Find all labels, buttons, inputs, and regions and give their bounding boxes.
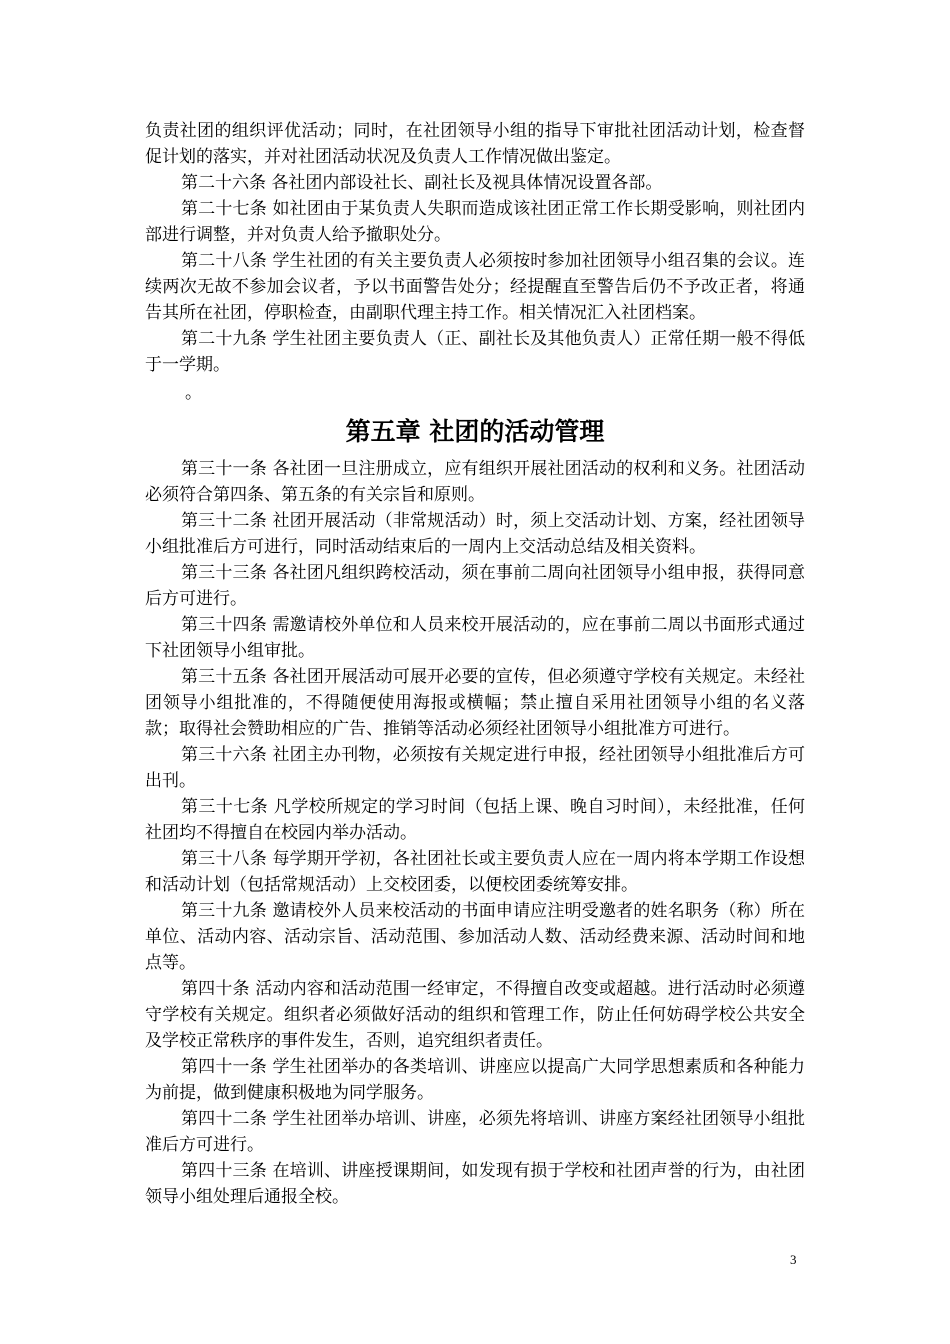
article-32: 第三十二条 社团开展活动（非常规活动）时，须上交活动计划、方案，经社团领导小组批准后方可进行，同时活动结束后的一周内上交活动总结及相关资料。 <box>145 511 805 557</box>
article-35: 第三十五条 各社团开展活动可展开必要的宣传，但必须遵守学校有关规定。未经社团领导小组批准的，不得随便使用海报或横幅；禁止擅自采用社团领导小组的名义落款；取得社会赞助相应的广告、推销等活动必须经社团领导小组批准方可进行。 <box>145 667 805 739</box>
article-33: 第三十三条 各社团凡组织跨校活动，须在事前二周向社团领导小组申报，获得同意后方可进行。 <box>145 563 805 609</box>
article-38: 第三十八条 每学期开学初，各社团社长或主要负责人应在一周内将本学期工作设想和活动计划（包括常规活动）上交校团委，以便校团委统筹安排。 <box>145 849 805 895</box>
article-29: 第二十九条 学生社团主要负责人（正、副社长及其他负责人）正常任期一般不得低于一学期。 <box>145 329 805 375</box>
article-42: 第四十二条 学生社团举办培训、讲座，必须先将培训、讲座方案经社团领导小组批准后方可进行。 <box>145 1109 805 1155</box>
article-41: 第四十一条 学生社团举办的各类培训、讲座应以提高广大同学思想素质和各种能力为前提，做到健康积极地为同学服务。 <box>145 1057 805 1103</box>
article-28: 第二十八条 学生社团的有关主要负责人必须按时参加社团领导小组召集的会议。连续两次无故不参加会议者，予以书面警告处分；经提醒直至警告后仍不予改正者，将通告其所在社团，停职检查，由副职代理主持工作。相关情况汇入社团档案。 <box>145 251 805 323</box>
page-body <box>145 118 805 1210</box>
article-31: 第三十一条 各社团一旦注册成立，应有组织开展社团活动的权利和义务。社团活动必须符合第四条、第五条的有关宗旨和原则。 <box>145 459 805 505</box>
article-40: 第四十条 活动内容和活动范围一经审定，不得擅自改变或超越。进行活动时必须遵守学校有关规定。组织者必须做好活动的组织和管理工作，防止任何妨碍学校公共安全及学校正常秩序的事件发生，否则，追究组织者责任。 <box>145 979 805 1051</box>
article-26: 第二十六条 各社团内部设社长、副社长及视具体情况设置各部。 <box>181 173 663 193</box>
article-36: 第三十六条 社团主办刊物，必须按有关规定进行申报，经社团领导小组批准后方可出刊。 <box>145 745 805 791</box>
article-43: 第四十三条 在培训、讲座授课期间，如发现有损于学校和社团声誉的行为，由社团领导小组处理后通报全校。 <box>145 1161 805 1207</box>
article-39: 第三十九条 邀请校外人员来校活动的书面申请应注明受邀者的姓名职务（称）所在单位、活动内容、活动宗旨、活动范围、参加活动人数、活动经费来源、活动时间和地点等。 <box>145 901 805 973</box>
article-37: 第三十七条 凡学校所规定的学习时间（包括上课、晚自习时间），未经批准，任何社团均不得擅自在校园内举办活动。 <box>145 797 805 843</box>
article-27: 第二十七条 如社团由于某负责人失职而造成该社团正常工作长期受影响，则社团内部进行调整，并对负责人给予撤职处分。 <box>145 199 805 245</box>
paragraph-continuation: 负责社团的组织评优活动；同时，在社团领导小组的指导下审批社团活动计划，检查督促计划的落实，并对社团活动状况及负责人工作情况做出鉴定。 <box>145 121 805 167</box>
chapter-title: 第五章 社团的活动管理 <box>345 417 605 446</box>
article-34: 第三十四条 需邀请校外单位和人员来校开展活动的，应在事前二周以书面形式通过下社团领导小组审批。 <box>145 615 805 661</box>
separator-mark: 。 <box>185 383 202 403</box>
page-number: 3 <box>790 1252 797 1267</box>
